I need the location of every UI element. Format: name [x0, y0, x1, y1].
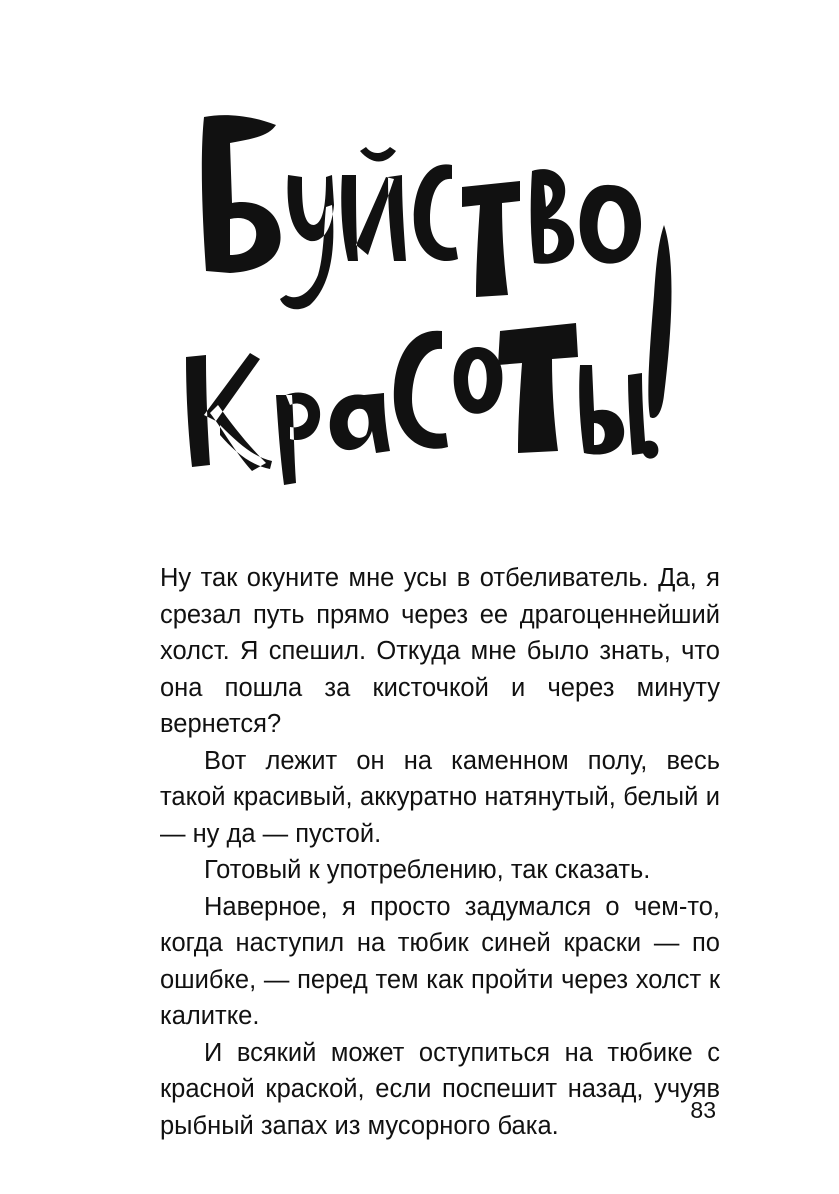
paragraph: Ну так окуните мне усы в отбеливатель. Да, я срезал путь прямо через ее драгоценнейший холст. Я спешил. Откуда мне было знать, что она пошла за кисточкой и через минуту вернется?: [160, 564, 720, 738]
paragraph: Готовый к употреблению, так сказать.: [204, 856, 651, 884]
brush-lettering-art: [180, 95, 680, 485]
paragraph: И всякий может оступиться на тюбике с красной краской, если поспешит назад, учуяв рыбный запах из мусорного бака.: [160, 1038, 720, 1140]
chapter-title-lettering: [180, 95, 680, 485]
paragraph: Вот лежит он на каменном полу, весь такой красивый, аккуратно натянутый, белый и — ну да — пустой.: [160, 746, 720, 848]
chapter-body-text: [160, 560, 720, 1144]
paragraph: Наверное, я просто задумался о чем-то, когда наступил на тюбик синей краски — по ошибке, — перед тем как пройти через холст к калитке.: [160, 892, 720, 1030]
page-number: 83: [690, 1097, 716, 1123]
